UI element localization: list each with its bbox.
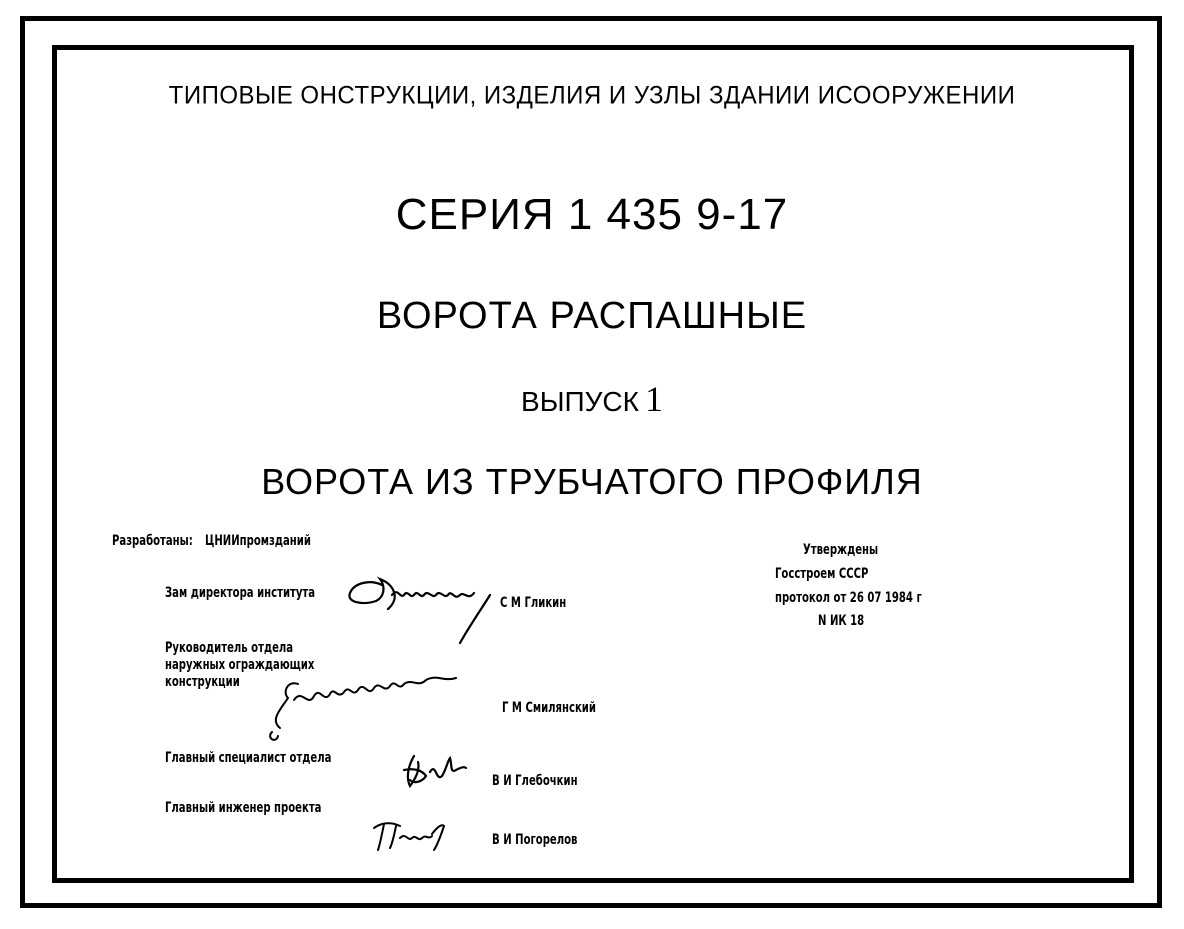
signatory-2-position-line-3: конструкции bbox=[165, 674, 240, 690]
document-title: ВОРОТА РАСПАШНЫЕ bbox=[376, 295, 808, 337]
approved-body: Госстроем СССР bbox=[775, 566, 869, 582]
signatory-2-position-line-2: наружных ограждающих bbox=[165, 657, 315, 673]
developed-org: ЦНИИпромзданий bbox=[205, 533, 311, 549]
signatory-2-name: Г М Смилянский bbox=[502, 700, 596, 716]
approved-label: Утверждены bbox=[803, 542, 879, 558]
signatory-3-name: В И Глебочкин bbox=[492, 773, 578, 789]
signature-3 bbox=[400, 748, 470, 793]
document-header: ТИПОВЫЕ ОНСТРУКЦИИ, ИЗДЕЛИЯ И УЗЛЫ ЗДАНИИ ИСООРУЖЕНИИ bbox=[168, 81, 1016, 110]
signatory-3-position: Главный специалист отдела bbox=[165, 750, 332, 766]
document-subtitle: ВОРОТА ИЗ ТРУБЧАТОГО ПРОФИЛЯ bbox=[261, 461, 923, 502]
issue-line bbox=[0, 378, 1184, 420]
signatory-4-name: В И Погорелов bbox=[492, 832, 578, 848]
signatory-1-name: С М Гликин bbox=[500, 595, 567, 611]
approved-number: N ИК 18 bbox=[818, 613, 865, 629]
signatory-2-position-line-1: Руководитель отдела bbox=[165, 640, 294, 656]
issue-number: 1 bbox=[644, 379, 663, 419]
signatory-4-position: Главный инженер проекта bbox=[165, 800, 322, 816]
signatory-1-position: Зам директора института bbox=[165, 585, 316, 601]
signature-2 bbox=[258, 670, 483, 745]
approved-protocol: протокол от 26 07 1984 г bbox=[775, 590, 922, 606]
signature-4 bbox=[370, 818, 460, 856]
developed-label: Разработаны: bbox=[112, 533, 193, 549]
issue-label: ВЫПУСК bbox=[521, 386, 639, 417]
signature-1 bbox=[340, 565, 510, 650]
series-title: СЕРИЯ 1 435 9-17 bbox=[395, 190, 789, 239]
